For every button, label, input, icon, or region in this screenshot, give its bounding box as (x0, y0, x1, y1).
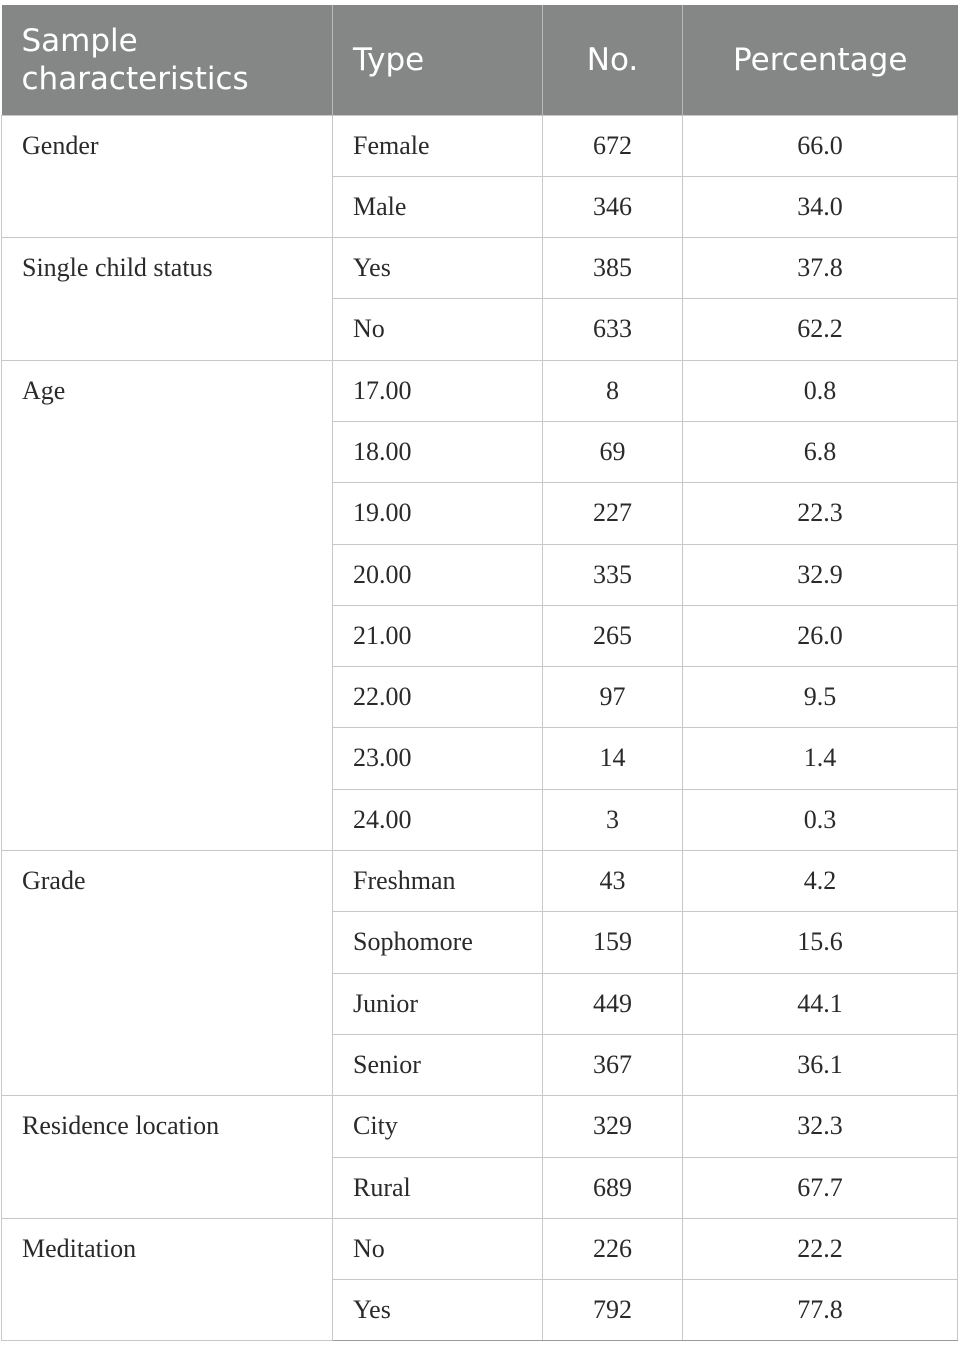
count-cell: 792 (543, 1280, 683, 1341)
group-label: Residence location (2, 1096, 333, 1219)
type-cell: 22.00 (333, 667, 543, 728)
table-row (2, 238, 958, 299)
percentage-cell: 1.4 (683, 728, 958, 789)
table-row (2, 1218, 958, 1279)
count-cell: 69 (543, 421, 683, 482)
count-cell: 385 (543, 238, 683, 299)
type-cell: 19.00 (333, 483, 543, 544)
percentage-cell: 32.9 (683, 544, 958, 605)
count-cell: 672 (543, 115, 683, 176)
count-cell: 335 (543, 544, 683, 605)
percentage-cell: 26.0 (683, 605, 958, 666)
type-cell: 20.00 (333, 544, 543, 605)
percentage-cell: 37.8 (683, 238, 958, 299)
count-cell: 329 (543, 1096, 683, 1157)
count-cell: 227 (543, 483, 683, 544)
header-sample-characteristics: Sample characteristics (2, 5, 333, 115)
group-label: Grade (2, 851, 333, 1096)
percentage-cell: 62.2 (683, 299, 958, 360)
percentage-cell: 0.8 (683, 360, 958, 421)
count-cell: 633 (543, 299, 683, 360)
type-cell: Rural (333, 1157, 543, 1218)
type-cell: 17.00 (333, 360, 543, 421)
table-row (2, 1096, 958, 1157)
header-row (2, 5, 958, 115)
percentage-cell: 66.0 (683, 115, 958, 176)
percentage-cell: 67.7 (683, 1157, 958, 1218)
header-no: No. (543, 5, 683, 115)
count-cell: 159 (543, 912, 683, 973)
percentage-cell: 22.3 (683, 483, 958, 544)
count-cell: 97 (543, 667, 683, 728)
percentage-cell: 22.2 (683, 1218, 958, 1279)
percentage-cell: 9.5 (683, 667, 958, 728)
table-row (2, 851, 958, 912)
type-cell: Junior (333, 973, 543, 1034)
type-cell: No (333, 1218, 543, 1279)
percentage-cell: 6.8 (683, 421, 958, 482)
type-cell: Freshman (333, 851, 543, 912)
percentage-cell: 32.3 (683, 1096, 958, 1157)
table-header (2, 5, 958, 115)
count-cell: 8 (543, 360, 683, 421)
group-label: Gender (2, 115, 333, 238)
group-label: Age (2, 360, 333, 850)
count-cell: 449 (543, 973, 683, 1034)
header-type: Type (333, 5, 543, 115)
group-label: Meditation (2, 1218, 333, 1341)
type-cell: 18.00 (333, 421, 543, 482)
percentage-cell: 77.8 (683, 1280, 958, 1341)
percentage-cell: 36.1 (683, 1034, 958, 1095)
type-cell: Senior (333, 1034, 543, 1095)
type-cell: No (333, 299, 543, 360)
percentage-cell: 4.2 (683, 851, 958, 912)
type-cell: 24.00 (333, 789, 543, 850)
type-cell: City (333, 1096, 543, 1157)
type-cell: Male (333, 176, 543, 237)
percentage-cell: 44.1 (683, 973, 958, 1034)
percentage-cell: 15.6 (683, 912, 958, 973)
type-cell: Female (333, 115, 543, 176)
type-cell: Sophomore (333, 912, 543, 973)
count-cell: 689 (543, 1157, 683, 1218)
type-cell: 23.00 (333, 728, 543, 789)
count-cell: 3 (543, 789, 683, 850)
demographics-table (1, 5, 958, 1341)
count-cell: 265 (543, 605, 683, 666)
group-label: Single child status (2, 238, 333, 361)
count-cell: 43 (543, 851, 683, 912)
table-row (2, 360, 958, 421)
table-body (2, 115, 958, 1341)
type-cell: Yes (333, 1280, 543, 1341)
count-cell: 14 (543, 728, 683, 789)
type-cell: 21.00 (333, 605, 543, 666)
count-cell: 346 (543, 176, 683, 237)
count-cell: 367 (543, 1034, 683, 1095)
type-cell: Yes (333, 238, 543, 299)
percentage-cell: 34.0 (683, 176, 958, 237)
percentage-cell: 0.3 (683, 789, 958, 850)
table-row (2, 115, 958, 176)
count-cell: 226 (543, 1218, 683, 1279)
header-percentage: Percentage (683, 5, 958, 115)
